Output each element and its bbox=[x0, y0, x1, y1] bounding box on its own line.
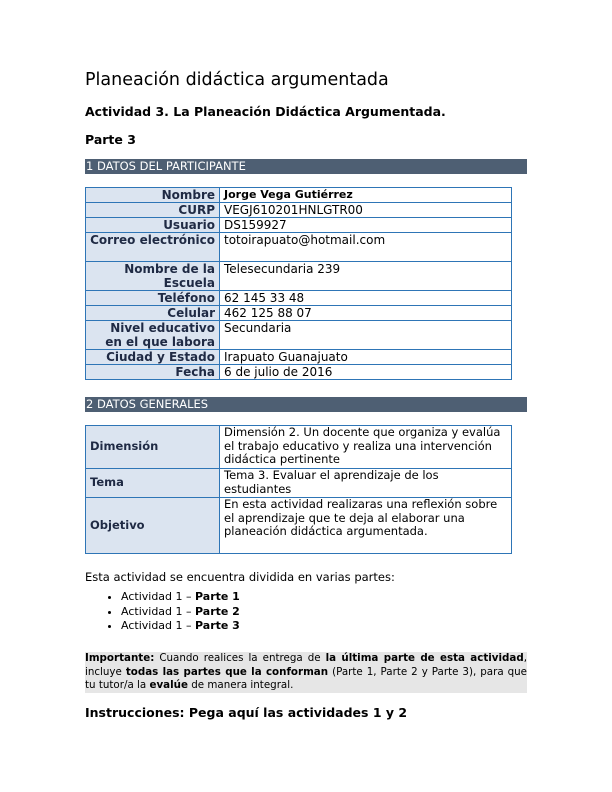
table-row bbox=[86, 426, 512, 469]
note-text: (Parte 1, Parte 2 y Parte 3), para que tu tutor/a la bbox=[85, 665, 527, 691]
row-value: VEGJ610201HNLGTR00 bbox=[220, 203, 512, 218]
table-row bbox=[86, 306, 512, 321]
note-text: de manera integral. bbox=[187, 679, 294, 691]
row-label: Nombre de la Escuela bbox=[86, 262, 220, 291]
row-value: En esta actividad realizaras una reflexión sobre el aprendizaje que te deja al elaborar una planeación didáctica argumentada. bbox=[220, 498, 512, 554]
row-label: Tema bbox=[86, 469, 220, 498]
list-item bbox=[121, 605, 240, 620]
part-label: Parte 3 bbox=[85, 132, 136, 147]
row-label: Teléfono bbox=[86, 291, 220, 306]
important-label: Importante: bbox=[85, 652, 155, 664]
note-bold: evalúe bbox=[149, 679, 188, 691]
list-item-part: Parte 2 bbox=[195, 604, 240, 618]
table-row bbox=[86, 469, 512, 498]
row-value: DS159927 bbox=[220, 218, 512, 233]
row-label: CURP bbox=[86, 203, 220, 218]
note-text: , incluye bbox=[85, 652, 527, 678]
activity-title: Actividad 3. La Planeación Didáctica Argumentada. bbox=[85, 104, 446, 119]
instructions-heading: Instrucciones: Pega aquí las actividades 1 y 2 bbox=[85, 705, 408, 720]
list-item bbox=[121, 590, 240, 605]
table-row bbox=[86, 291, 512, 306]
row-value: Jorge Vega Gutiérrez bbox=[220, 188, 512, 203]
table-row bbox=[86, 233, 512, 262]
list-item-prefix: Actividad 1 – bbox=[121, 604, 196, 618]
table-row bbox=[86, 203, 512, 218]
row-value: 62 145 33 48 bbox=[220, 291, 512, 306]
row-value: Secundaria bbox=[220, 321, 512, 350]
row-value: Dimensión 2. Un docente que organiza y evalúa el trabajo educativo y realiza una intervención didáctica pertinente bbox=[220, 426, 512, 469]
list-item-part: Parte 1 bbox=[195, 590, 240, 603]
list-item bbox=[121, 619, 240, 634]
row-label: Nombre bbox=[86, 188, 220, 203]
row-label: Fecha bbox=[86, 365, 220, 380]
parts-list bbox=[85, 590, 240, 634]
section-participant-heading: 1 DATOS DEL PARTICIPANTE bbox=[85, 159, 527, 174]
row-label: Correo electrónico bbox=[86, 233, 220, 262]
list-item-prefix: Actividad 1 – bbox=[121, 619, 196, 632]
table-row bbox=[86, 350, 512, 365]
table-row bbox=[86, 365, 512, 380]
row-label: Usuario bbox=[86, 218, 220, 233]
row-value: Telesecundaria 239 bbox=[220, 262, 512, 291]
row-value: 6 de julio de 2016 bbox=[220, 365, 512, 380]
table-row bbox=[86, 498, 512, 554]
row-label: Dimensión bbox=[86, 426, 220, 469]
row-label: Nivel educativo en el que labora bbox=[86, 321, 220, 350]
table-row bbox=[86, 262, 512, 291]
table-row bbox=[86, 188, 512, 203]
note-bold: todas las partes que la conforman bbox=[125, 665, 329, 678]
participant-table bbox=[85, 187, 512, 380]
list-item-part: Parte 3 bbox=[195, 619, 240, 632]
table-row bbox=[86, 218, 512, 233]
note-bold: la última parte de esta actividad bbox=[325, 652, 524, 664]
section-general-heading: 2 DATOS GENERALES bbox=[85, 397, 527, 412]
row-value: totoirapuato@hotmail.com bbox=[220, 233, 512, 262]
list-item-prefix: Actividad 1 – bbox=[121, 590, 196, 603]
document-title: Planeación didáctica argumentada bbox=[85, 70, 389, 90]
row-value: Irapuato Guanajuato bbox=[220, 350, 512, 365]
row-label: Objetivo bbox=[86, 498, 220, 554]
row-value: 462 125 88 07 bbox=[220, 306, 512, 321]
important-note bbox=[85, 652, 527, 693]
note-text: Cuando realices la entrega de bbox=[154, 652, 326, 664]
row-label: Celular bbox=[86, 306, 220, 321]
row-value: Tema 3. Evaluar el aprendizaje de los estudiantes bbox=[220, 469, 512, 498]
table-row bbox=[86, 321, 512, 350]
row-label: Ciudad y Estado bbox=[86, 350, 220, 365]
intro-text: Esta actividad se encuentra dividida en varias partes: bbox=[85, 570, 395, 584]
general-table bbox=[85, 425, 512, 554]
